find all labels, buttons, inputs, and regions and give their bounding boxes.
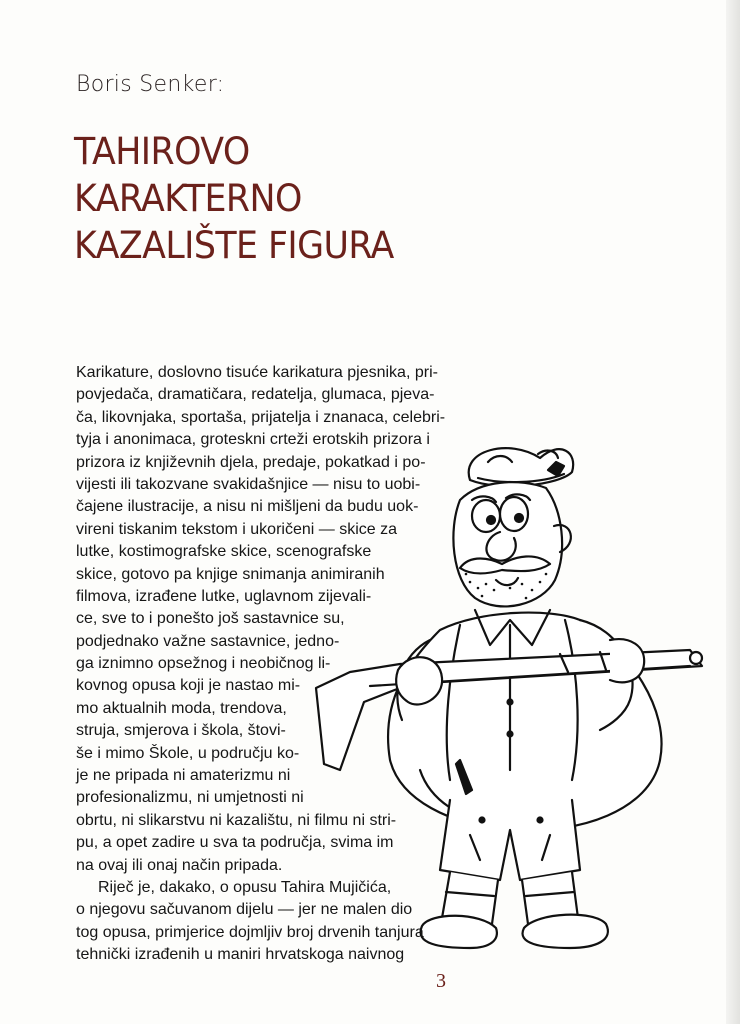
text-line: vijesti ili takozvane svakidašnjice — nisu to uobi- xyxy=(76,475,421,493)
text-line: ča, likovnjaka, sportaša, prijatelja i znanaca, celebri- xyxy=(76,408,446,426)
text-line: ce, sve to i ponešto još sastavnice su, xyxy=(76,610,345,628)
article-body xyxy=(76,362,445,967)
text-line: tyja i anonimaca, groteskni crteži erotskih prizora i xyxy=(76,431,430,449)
text-line: mo aktualnih moda, trendova, xyxy=(76,699,287,717)
text-line: je ne pripada ni amaterizmu ni xyxy=(76,767,291,785)
text-line: kovnog opusa koji je nastao mi- xyxy=(76,677,301,695)
author-name: Boris Senker: xyxy=(76,72,225,97)
text-line: povjedača, dramatičara, redatelja, glumaca, pjeva- xyxy=(76,386,435,404)
text-line: tog opusa, primjerice dojmljiv broj drvenih tanjura xyxy=(76,923,424,941)
text-line: prizora iz književnih djela, predaje, pokatkad i po- xyxy=(76,453,426,471)
text-line: še i mimo Škole, u području ko- xyxy=(76,744,300,762)
article-title xyxy=(74,128,394,269)
text-line: struja, smjerova i škola, štovi- xyxy=(76,722,286,740)
text-line: ga iznimno opsežnog i neobičnog li- xyxy=(76,655,331,673)
page-number: 3 xyxy=(436,970,446,992)
title-line: KARAKTERNO xyxy=(74,177,302,220)
text-line: čajene ilustracije, a nisu ni mišljeni da budu uok- xyxy=(76,498,419,516)
text-line: Karikature, doslovno tisuće karikatura pjesnika, pri- xyxy=(76,364,438,381)
text-line: na ovaj ili onaj način pripada. xyxy=(76,856,283,874)
page-edge-shadow xyxy=(726,0,740,1024)
text-line: Riječ je, dakako, o opusu Tahira Mujičića, xyxy=(98,878,392,896)
text-line: skice, gotovo pa knjige snimanja animiranih xyxy=(76,565,385,583)
text-line: obrtu, ni slikarstvu ni kazalištu, ni filmu ni stri- xyxy=(76,811,397,829)
text-line: filmova, izrađene lutke, uglavnom zijevali- xyxy=(76,587,372,605)
text-line: vireni tiskanim tekstom i ukoričeni — skice za xyxy=(76,520,397,538)
title-line: KAZALIŠTE FIGURA xyxy=(74,224,394,267)
text-line: pu, a opet zadire u sva ta područja, svima im xyxy=(76,834,394,852)
text-line: lutke, kostimografske skice, scenografske xyxy=(76,543,372,561)
title-line: TAHIROVO xyxy=(74,130,250,173)
text-line: o njegovu sačuvanom dijelu — jer ne malen dio xyxy=(76,901,413,919)
text-line: profesionalizmu, ni umjetnosti ni xyxy=(76,789,304,807)
text-line: tehnički izrađenih u maniri hrvatskoga naivnog xyxy=(76,946,405,964)
text-line: podjednako važne sastavnice, jedno- xyxy=(76,632,340,650)
